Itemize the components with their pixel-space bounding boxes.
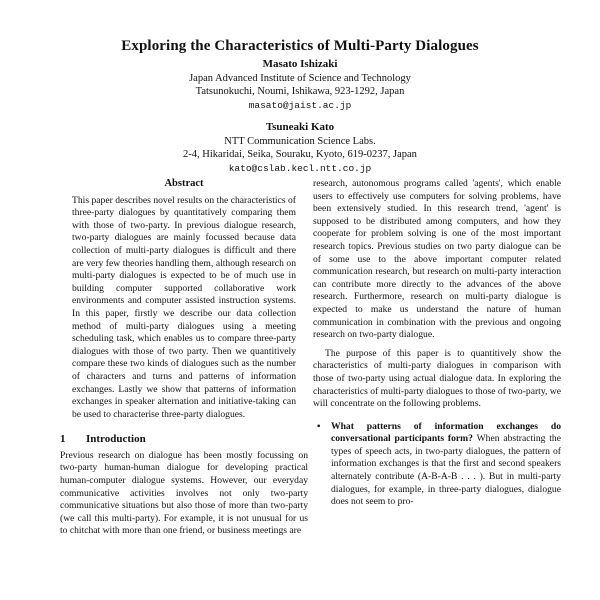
right-column bbox=[313, 178, 561, 509]
list-item bbox=[313, 421, 561, 509]
author-email[interactable]: kato@cslab.kecl.ntt.co.jp bbox=[228, 162, 372, 174]
author-address: Tatsunokuchi, Noumi, Ishikawa, 923-1292, Japan bbox=[195, 86, 405, 97]
bullet-question: What patterns of information exchanges do conversational participants form? bbox=[331, 420, 561, 445]
left-column bbox=[60, 178, 308, 538]
abstract-text: This paper describes novel results on the characteristics of three-party dialogues by quantitatively comparing them with those of two-party. In previous dialogue research, two-party dialogues are mainly focussed because data collection of multi-party dialogues is difficult and there are very few theories handling them, although research on multi-party dialogues is expected to be of much use in building computer supported collaborative work environments and computer assisted instruction systems. In this paper, firstly we describe our data collection method of multi-party dialogues using a meeting scheduling task, which enables us to compare three-party dialogues with those of two party. Then we quantitively compare these two kinds of dialogues such as the number of characters and turns and patterns of information exchanges. Lastly we show that patterns of information exchanges in speaker alternation and initiative-taking can be used to characterise three-party dialogues. bbox=[72, 194, 296, 420]
bullet-body: When abstracting the types of speech acts, in two-party dialogues, the pattern of information exchanges is that the first and second speakers alternately contribute (A-B-A-B . . . ). But in multi-party dialogues, for example, in three-party dialogues, dialogue does not seem to pro- bbox=[331, 433, 561, 508]
author-name: Masato Ishizaki bbox=[262, 58, 338, 70]
section-title: Introduction bbox=[86, 433, 146, 446]
paper-title: Exploring the Characteristics of Multi-Party Dialogues bbox=[121, 38, 479, 54]
author-affiliation: Japan Advanced Institute of Science and Technology bbox=[189, 72, 411, 84]
introduction-paragraph: Previous research on dialogue has been mostly focussing on two-party human-human dialogue for developing practical human-computer dialogue systems. However, our everyday communicative activities involves not only two-party communicative situations but also those of more than two-party (we call this multi-party). For example, it is not unusual for us to chitchat with more than one friend, or business meetings are bbox=[60, 449, 308, 537]
section-number: 1 bbox=[60, 433, 66, 446]
author-block-2 bbox=[0, 121, 600, 175]
right-paragraph-1: research, autonomous programs called 'agents', which enable users to effectively use computers for solving problems, have been extensively studied. In this research trend, 'agent' is supposed to be distributed among computers, and how they cooperate for problem solving is one of the most important research topics. Previous studies on two party dialogue can be of some use to the above important computer related communication research, but research on multi-party interaction can contribute more directly to the advances of the above research. Furthermore, research on multi-party dialogue is expected to make us understand the nature of human communication in combination with the previous and ongoing research on two-party dialogue. bbox=[313, 178, 561, 341]
author-name: Tsuneaki Kato bbox=[265, 121, 335, 133]
abstract-heading: Abstract bbox=[164, 178, 204, 189]
author-affiliation: NTT Communication Science Labs. bbox=[224, 135, 376, 147]
author-block-1 bbox=[0, 58, 600, 112]
section-heading-introduction bbox=[60, 433, 308, 446]
bullet-text bbox=[331, 421, 561, 509]
bullet-icon: • bbox=[317, 420, 321, 432]
right-paragraph-2: The purpose of this paper is to quantitively show the characteristics of multi-party dialogues in comparison with those of two-party using actual dialogue data. In exploring the characteristics of multi-party dialogues to those of two-party, we will concentrate on the following problems. bbox=[313, 347, 561, 410]
author-address: 2-4, Hikaridai, Seika, Souraku, Kyoto, 619-0237, Japan bbox=[183, 149, 417, 160]
author-email[interactable]: masato@jaist.ac.jp bbox=[248, 99, 352, 111]
